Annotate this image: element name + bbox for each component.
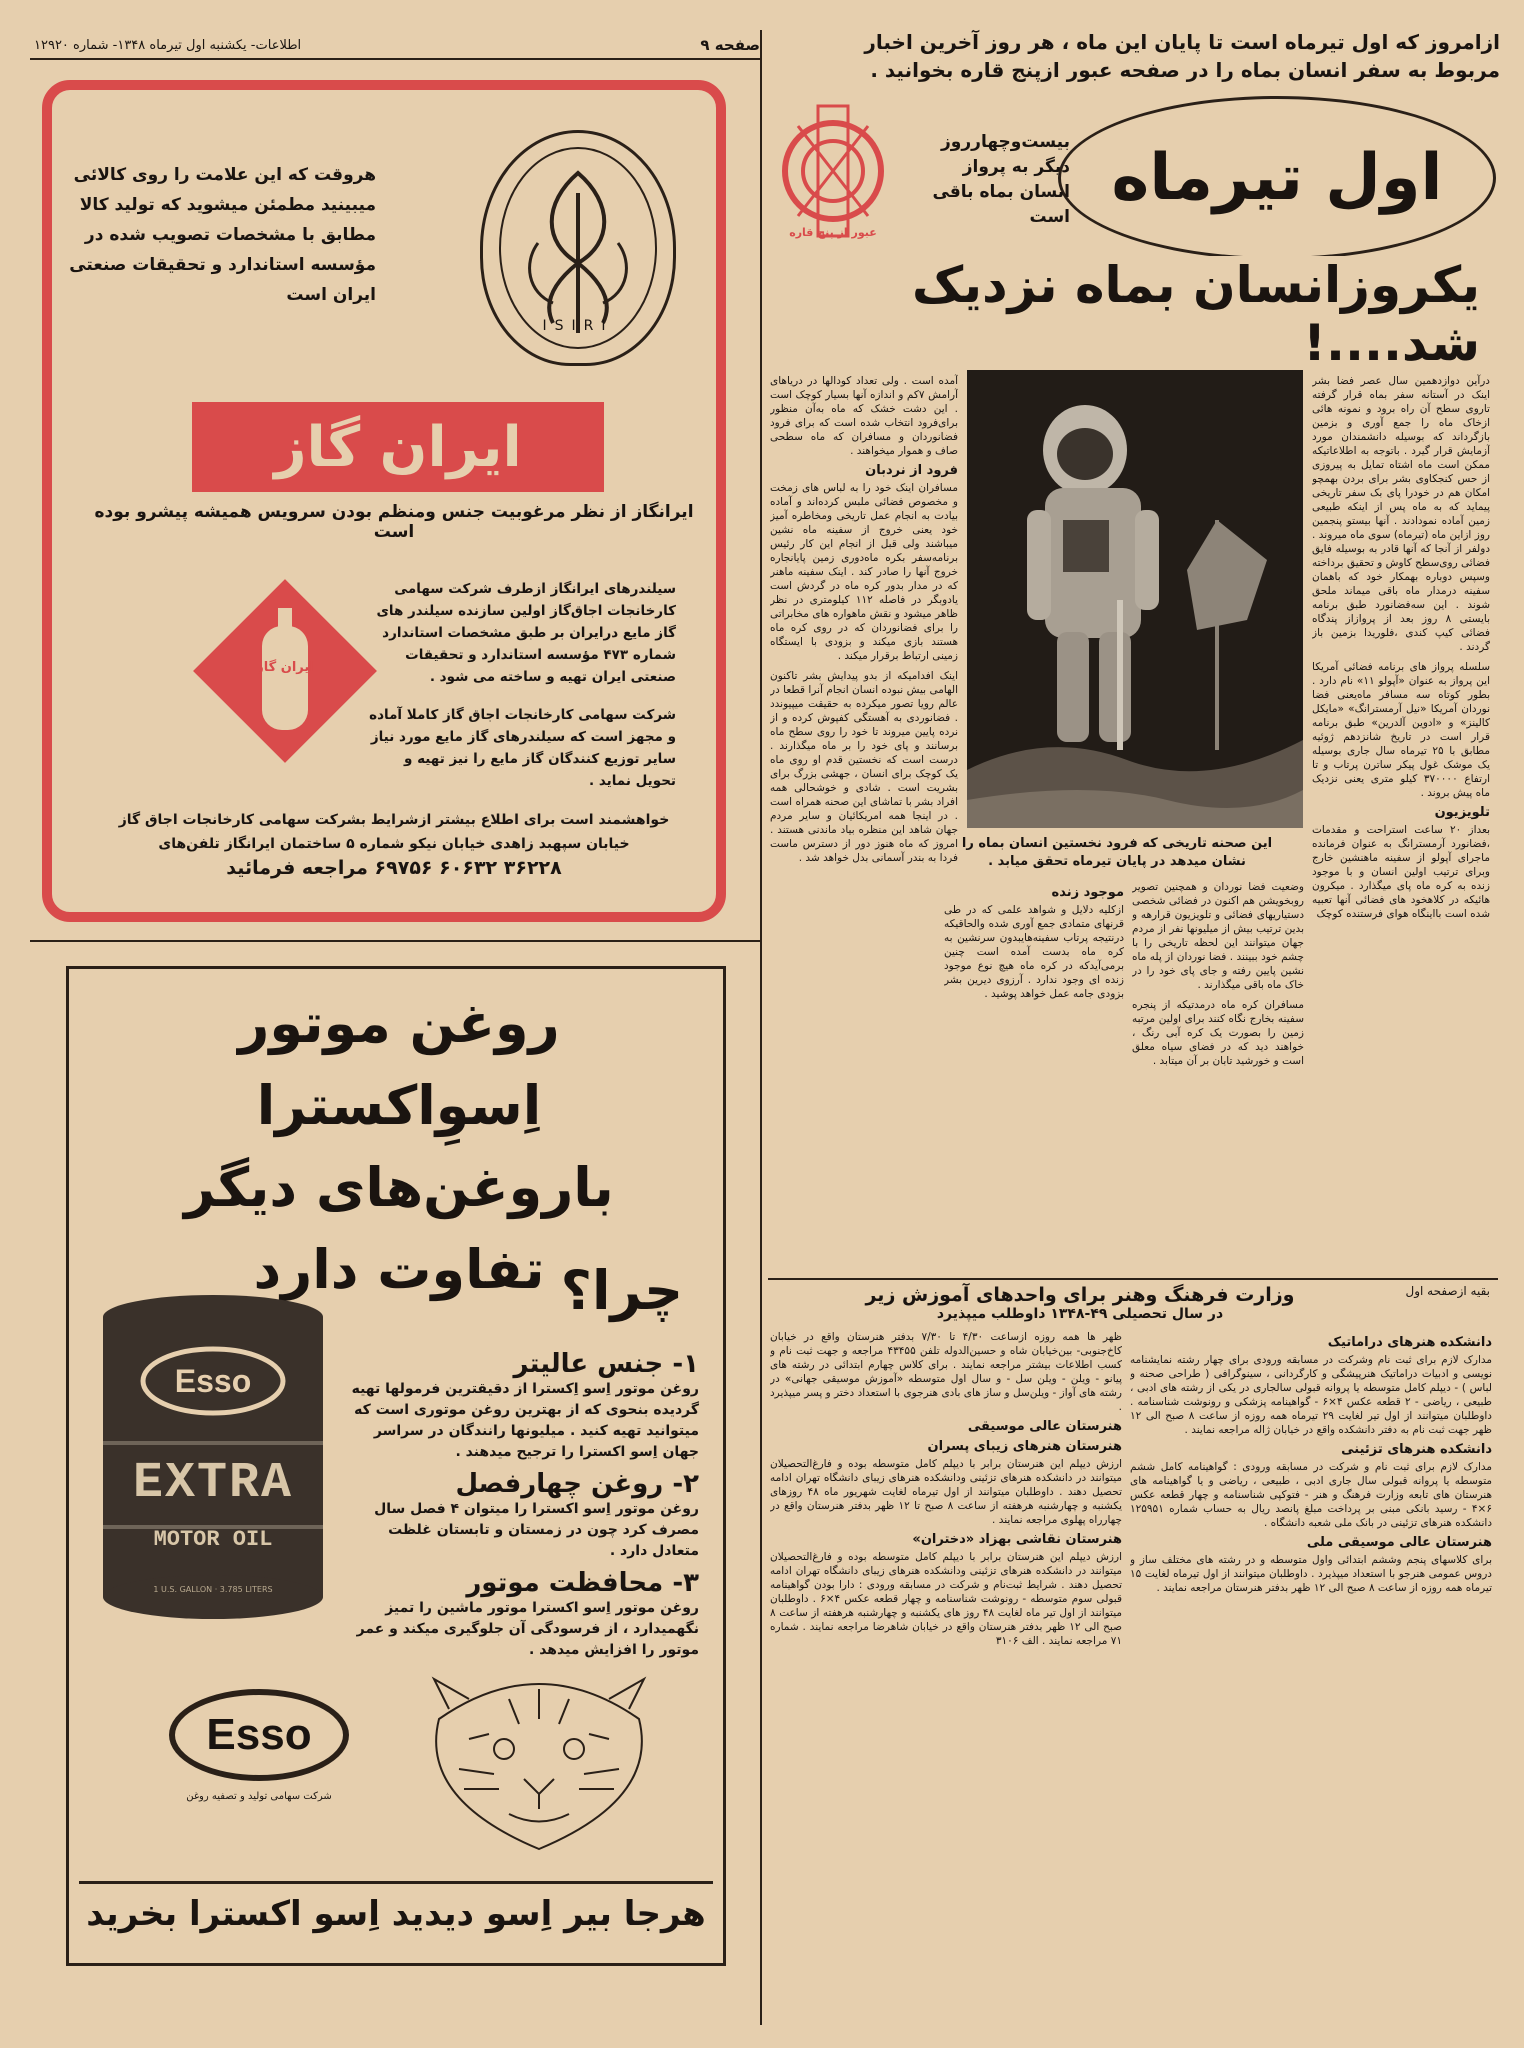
- subheading-music-national: هنرستان عالی موسیقی ملی: [1306, 1535, 1492, 1550]
- irangas-ad: [42, 80, 726, 922]
- can-brand: Esso: [174, 1363, 252, 1399]
- countdown-line: بیست‌وچهارروز: [941, 132, 1070, 152]
- tiger-drawing: [409, 1659, 669, 1859]
- can-motor-oil: MOTOR OIL: [153, 1527, 273, 1552]
- subheading-living: موجود زنده: [1051, 885, 1124, 900]
- article-paragraph: مسافران کره ماه درمدتیکه از پنجره سفینه بخارج نگاه کنند برای اولین مرتبه زمین را بصورت یک کره آبی رنگ ، خواهند دید که در فضای سیاه معلق است و خورشید تابان بر آن میتابد .: [1132, 999, 1304, 1067]
- page-label: صفحه ۹: [700, 36, 760, 54]
- subheading-girls: هنرستان نقاشی بهزاد «دختران»: [912, 1532, 1122, 1547]
- subheading-decor: دانشکده هنرهای تزئینی: [1341, 1442, 1492, 1457]
- tiger-icon: [409, 1659, 669, 1859]
- esso-ad: [66, 966, 726, 1966]
- caption-line: نشان میدهد در پایان تیرماه تحقق میابد .: [988, 854, 1246, 869]
- oil-can: [93, 1291, 333, 1621]
- photo-caption: [937, 835, 1297, 871]
- contact-line: خیابان سپهبد زاهدی خیابان نیکو شماره ۵ ساختمان ایرانگاز تلفن‌های: [158, 836, 630, 852]
- logo-text: عبور از پنج قاره: [789, 226, 877, 239]
- body-paragraph: سیلندرهای ایرانگاز ازطرف شرکت سهامی کارخانجات اجاق‌گاز اولین سازنده سیلندر های گاز مایع درایران بر طبق مشخصات استاندارد شماره ۴۷۳ مؤسسه استاندارد و تحقیقات صنعتی ایران تهیه و ساخته می شود .: [376, 581, 676, 685]
- esso-logo-text: Esso: [206, 1710, 312, 1759]
- subheading-ladder: فرود از نردبان: [865, 463, 958, 478]
- point-title: ۳- محافظت موتور: [466, 1568, 699, 1598]
- point-title: ۱- جنس عالیتر: [513, 1349, 699, 1379]
- astronaut-photo: [967, 370, 1303, 828]
- point-text: روغن موتور اِسو اکسترا موتور ماشین را تمیز نگهمیدارد ، از فرسودگی آن جلوگیری میکند و عمر موتور را افزایش میدهد .: [356, 1600, 699, 1658]
- brand-name: ایران گاز: [274, 414, 522, 480]
- cylinder-label: ایران گاز: [256, 660, 314, 675]
- seal-letters: ISIRI: [542, 318, 614, 334]
- moon-title: اول تیرماه: [1111, 141, 1443, 215]
- irangas-body: [366, 578, 676, 792]
- astronaut-icon: [967, 370, 1303, 828]
- article-paragraph: اینک افدامیکه از بدو پیدایش بشر تاکنون الهامی بیش نبوده انسان انجام آنرا قطعا در عالم رویا تصور میکرده به حقیقت میپیوندد . فضانوردی به آهستگی کفپوش کرده و از نرده پایین میروند تا خود را روی سطح ماه برسانند و پای خود را بر ماه میگذارند . درست است که نخستین قدم او روی ماه یک کوچک برای انسان ، جهشی بزرگ برای بشریت است . شادی و خوشحالی همه افراد بشر با تماشای این صحنه همراه است . در اینجا همه امریکائیان و سایر مردم جهان شاهد این منظره بیاد ماندنی هستند . امروز که ماه هنوز دور از دسترس ماست فردا به بندر آسمانی بدل خواهد شد .: [770, 670, 958, 864]
- contact-block: [72, 808, 716, 880]
- top-headline: [770, 28, 1500, 84]
- caption-line: این صحنه تاریخی که فرود نخستین انسان بماه را: [961, 836, 1273, 851]
- countdown-line: دیگر به پرواز: [962, 157, 1070, 177]
- ad-divider: [30, 940, 760, 942]
- article-paragraph: برای کلاسهای پنجم وششم ابتدائی واول متوسطه و در رشته های مختلف ساز و دروس عمومی هنرجو با استعداد میپذیرد . داوطلبان میتوانند از اول تیرماه لغایت ۱۵ تیرماه همه روزه از ساعت ۸ صبح الی ۱۲ ظهر بدفتر هنرستان مراجعه نمایند .: [1130, 1554, 1492, 1594]
- subheading-tv: تلویزیون: [1434, 805, 1490, 820]
- article-paragraph: وضعیت فضا نوردان و همچنین تصویر روبخویشن هم اکنون در فضائی شخصی دستیاریهای فضائی و تلویزیون قرارهه و بدین ترتیب بیش از میلیونها نفر از مردم جهان میتوانند این لحظه تاریخی را با چشم خود ببینند . فضا نوردان از پله ماه نشین پایین رفته و جای پای خود را در خاک ماه باقی میگذارند .: [1132, 881, 1304, 991]
- article-paragraph: ظهر ها همه روزه ازساعت ۴/۳۰ تا ۷/۳۰ بدفتر هنرستان واقع در خیابان کاخ‌جنوبی- بین‌خیابان شاه و حسین‌الدوله تلفن ۴۳۴۵۵ مراجعه و جهت ثبت نام و کسب اطلاعات بیشتر مراجعه نمایند . برای کلاس چهارم ابتدائی در رشته های پیانو - ویلن - ویلن سل - و سال اول متوسطه «آموزش موسیقی جهانی» در رشته های آواز - ویلن‌سل و ساز های بادی هنرجوی با استعداد دختر و پسر میپذیرد .: [770, 1331, 1122, 1413]
- article-paragraph: ارزش دیپلم این هنرستان برابر با دیپلم کامل متوسطه بوده و فارغ‌التحصیلان میتوانند در دانشکده هنرهای تزئینی ودانشکده هنرهای زیبای دانشگاه تهران ادامه تحصیل دهند . شرایط ثبت‌نام و شرکت در مسابقه ورودی : دارا بودن گواهینامه قبولی سوم متوسطه - رونوشت شناسنامه و چهار قطعه عکس ۴×۶ . داوطلبان میتوانند از اول تیر ماه لغایت ۴۸ روز های یکشنبه و چهارشنبه هرهفته از ساعت ۸ صبح الی ۱۲ ظهر بدفتر هنرستان واقع در خیابان شاهرضا مراجعه نمایند . شماره ۷۱ مراجعه نمایند . الف ۳۱۰۶: [770, 1551, 1122, 1647]
- can-capacity: 1 U.S. GALLON · 3.785 LITERS: [153, 1585, 273, 1594]
- subheading-drama: دانشکده هنرهای دراماتیک: [1327, 1335, 1492, 1350]
- subheading-music: هنرستان عالی موسیقی: [967, 1419, 1122, 1434]
- esso-points: [339, 1349, 699, 1661]
- standard-line: هروقت که این علامت را روی کالائی: [73, 165, 376, 185]
- small-print: شرکت سهامی تولید و تصفیه روغن: [186, 1791, 332, 1802]
- article-paragraph: آمده است . ولی تعداد کودالها در دریاهای آرامش ۷کم و اندازه آنها بسیار کوچک است . این دشت خشک که ماه به‌آن منظور برای‌فرود انتخاب شده است که برای فرود فضانوردان و مسافران که ماه سطحی صاف و هموار میخواهند .: [770, 375, 958, 457]
- point-text: روغن موتور اِسو اِکسترا از دقیقترین فرمولها تهیه گردیده بنحوی که از بهترین روغن موتوری است که میتوانید تهیه کنید . میلیونها رانندگان در سراسر جهان اِسو اکسترا را ترجیح میدهند .: [351, 1381, 699, 1460]
- continuation-note: بقیه ازصفحه اول: [1405, 1284, 1490, 1298]
- article-paragraph: ازکلیه دلایل و شواهد علمی که در طی قرنهای متمادی جمع آوری شده والحاقیکه درنتیجه پرتاب سفینه‌هایبدون سرنشین به کره ماه بدست آمده است چنین برمی‌آیدکه در کره ماه هیچ نوع موجود زنده ای وجود ندارد . آرزوی دیرین بشر بزودی جامه عمل خواهد پوشید .: [944, 904, 1124, 1000]
- can-extra: EXTRA: [132, 1455, 294, 1512]
- education-title: وزارت فرهنگ وهنر برای واحدهای آموزش زیر: [865, 1284, 1295, 1306]
- moon-column-mid-right: [1132, 880, 1304, 1280]
- countdown-line: انسان بماه باقی: [932, 182, 1070, 202]
- title-oval: [1058, 96, 1496, 260]
- column-divider: [760, 30, 762, 2025]
- education-subtitle: در سال تحصیلی ۴۹-۱۳۴۸ داوطلب میپذیرد: [936, 1306, 1224, 1322]
- headline-line: تفاوت دارد: [253, 1238, 545, 1301]
- section-divider: [768, 1278, 1498, 1280]
- countdown-line: است: [1029, 207, 1070, 227]
- point-text: روغن موتور اِسو اکسترا را میتوان ۴ فصل سال مصرف کرد چون در زمستان و تابستان غلظت متعادل دارد .: [374, 1501, 699, 1559]
- slogan: ایرانگاز از نظر مرغوبیت جنس ومنظم بودن سرویس همیشه پیشرو بوده است: [94, 502, 694, 542]
- top-headline-line2: مربوط به سفر انسان بماه را در صفحه عبور ازپنج قاره بخوانید .: [870, 58, 1500, 82]
- headline-banner: [768, 258, 1490, 370]
- education-headline: [800, 1284, 1360, 1322]
- article-paragraph: سلسله پرواز های برنامه فضائی آمریکا این پرواز به عنوان «آپولو ۱۱» نام دارد . بطور کوتاه سه مسافر ماه‌یعنی فضا نوردان آمریکا «نیل آرمسترانگ» «مایکل کالینز» و «ادوین آلدرین» طبق برنامه قرار است در تاریخ شانزدهم ژوئیه مطابق با ۲۵ تیرماه سال جاری بوسیله یک موشک غول پیکر ساترن پرتاب و تا ارتفاع ۳۷۰۰۰۰ کیلو متری یعنی نزدیک ماه پیش بروند .: [1312, 661, 1490, 799]
- moon-column-mid-left: [944, 880, 1124, 1280]
- education-column-right: [1130, 1330, 1492, 2020]
- article-paragraph: مدارک لازم برای ثبت نام وشرکت در مسابقه ورودی برای چهار رشته نمایشنامه نویسی و ادبیات دراماتیک هنرپیشگی و کارگردانی ، سینوگرافی ( طراحی صحنه و لباس ) - دیپلم کامل متوسطه یا پروانه قبولی سالجاری در یکی از رشته های ادبی ، طبیعی ، ریاضی - ۲ قطعه عکس ۴×۶ - گواهینامه پزشکی و رونوشت شناسنامه . داوطلبان میتوانند از اول تیر لغایت ۲۹ تیرماه همه روزه از ساعت ۸ صبح الی ۱۲ ظهر جهت ثبت نام به دفتر دانشکده واقع در خیابان ژاله مراجعه نمایند .: [1130, 1354, 1492, 1436]
- headline-line: باروغن‌های دیگر: [184, 1156, 614, 1219]
- body-paragraph: شرکت سهامی کارخانجات اجاق گاز کاملا آماده و مجهز است که سیلندرهای گاز مایع مورد نیاز سایر توزیع کنندگان گاز مایع را نیز تهیه و تحویل نماید .: [369, 707, 676, 789]
- page-header: [30, 34, 760, 60]
- education-column-left: [770, 1330, 1122, 2020]
- esso-tagline: هرجا بیر اِسو دیدید اِسو اکسترا بخرید: [79, 1881, 713, 1934]
- headline-line: روغن موتور اِسوِاکسترا: [238, 992, 560, 1137]
- article-paragraph: مسافران اینک خود را به لباس های زمخت و مخصوص فضائی ملبس کرده‌اند و آماده بیادت به انجام عمل تاریخی ومخاطره آمیز خود یعنی خروج از سفینه ماه نشین میباشند ولی قبل از انجام این کار رئیس برنامه‌سفر بکره ماه‌دوری زمین پایانجاره خروج آنها را صادر کند . اینک سفینه ماهنر که در مدار بدور کره ماه در گردش است یادوبگر در فاصله ۱۱۲ کیلومتری در نظر ظاهر میشود و نقش ماهواره های مخابراتی را برای فضانوردان که در روی کره ماه هستند بازی میکند و بزودی با ایستگاه زمینی ارتباط برقرار میکند .: [770, 482, 958, 662]
- phone-numbers: ۳۶۲۲۸ ۶۰۶۳۲ ۶۹۷۵۶ مراجعه فرمائید: [226, 857, 562, 879]
- standard-line: میبینید مطمئن میشوید که تولید کالا: [79, 195, 376, 215]
- article-paragraph: ارزش دیپلم این هنرستان برابر با دیپلم کامل متوسطه بوده و فارغ‌التحصیلان میتوانند در دانشکده هنرهای تزئینی ودانشکده هنرهای زیبای دانشگاه تهران ادامه تحصیل دهند . داوطلبان میتوانند از اول تیرماه لغایت شهریور ماه ۴۸ روزهای یکشنبه و چهارشنبه هرهفته از ساعت ۸ صبح تا ۱۲ ظهر بدفتر هنرستان واقع در چهارراه پهلوی مراجعه نمایند .: [770, 1458, 1122, 1526]
- why-question: چرا؟: [560, 1259, 683, 1322]
- standard-line: مؤسسه استاندارد و تحقیقات صنعتی ایران است: [69, 255, 376, 305]
- banner-headline: یکروزانسان بماه نزدیک شد....!: [768, 256, 1490, 372]
- countdown-text: [900, 130, 1070, 230]
- moon-column-left: [770, 374, 958, 1274]
- article-paragraph: درآین دوازدهمین سال عصر فضا بشر اینک در آستانه سفر بماه قرار گرفته تاروی سطح آن راه برود و نمونه هائی ازخاک ماه را جمع آوری و بزمین بازگرداند که بوسیله دانشمندان مورد آزمایش قرار گیرد . باتوجه به اطلاعاتیکه ممکن است ماه اشتاه تمایل به پیروزی از حس کنجکاوی بشر برای بردن بهمچو امکان هم در خودرا پای بک سفر تاریخی پیماید که به ماه پس از اینکه طبیعی زمین آماده نمودادند . آنها بیستو پنجمین روز ازاین ماه (تیرماه) سوی ماه میروند . دولفر از آنجا که آنها قادر به بوسیله فایق فضائی روی‌سطح کاوش و تحقیق برداخته وسپس دوباره بهمکار خود که باهمان سفینه درمدار ماه باقی میماند ملحق شوند . این سه‌فضانورد طبق برنامه بایستی ۸ روز بعد از پروازاز پندگاه فضائی کیپ کندی ،فلوریدا بزمین باز گردند .: [1312, 375, 1490, 653]
- brand-banner: [192, 402, 604, 492]
- article-paragraph: مدارک لازم برای ثبت نام و شرکت در مسابقه ورودی : گواهینامه کامل ششم متوسطه یا پروانه قبولی سال جاری ادبی ، طبیعی ، ریاضی و یا گواهینامه های هنرستان های تابعه وزارت فرهنگ و هنر - فتوکپی شناسنامه و چهار قطعه عکس ۶×۴ - رسید بانکی مبنی بر پرداخت مبلغ پانصد ریال به حساب شماره ۱۲۵۹۵۱ دانشکده هنرهای تزئینی در بانک ملی شعبه دانشگاه .: [1130, 1461, 1492, 1529]
- contact-line: خواهشمند است برای اطلاع بیشتر ازشرایط بشرکت سهامی کارخانجات اجاق گاز: [118, 812, 670, 828]
- standard-text: [56, 160, 376, 310]
- subheading-fine-arts: هنرستان هنرهای زیبای پسران: [927, 1439, 1122, 1454]
- top-headline-line1: ازامروز که اول تیرماه است تا پایان این ماه ، هر روز آخرین اخبار: [864, 30, 1500, 54]
- logo-graphic-icon: [778, 96, 888, 246]
- five-continents-logo: [778, 96, 888, 246]
- isiri-seal: [480, 130, 676, 366]
- cylinder-logo: [192, 578, 378, 764]
- article-paragraph: بعداز ۲۰ ساعت استراحت و مقدمات ،فضانورد آرمسترانگ به عنوان فرمانده ماجرای آپولو از سفینه ماهنشین خارج وبرای ترتیب اولین انسان و با موجود زنده به کره ماه پای میگذارد . میکرون هائیکه در کلاهخود های فضائی آنها تعبیه شده است بااینگاه هوای فرستنده کوچک: [1312, 824, 1490, 920]
- issue-info: اطلاعات- یکشنبه اول تیرماه ۱۳۴۸- شماره ۱۲۹۲۰: [34, 38, 302, 53]
- point-title: ۲- روغن چهارفصل: [455, 1469, 699, 1499]
- esso-logo: [169, 1689, 349, 1781]
- standard-line: مطابق با مشخصات تصویب شده در: [84, 225, 376, 245]
